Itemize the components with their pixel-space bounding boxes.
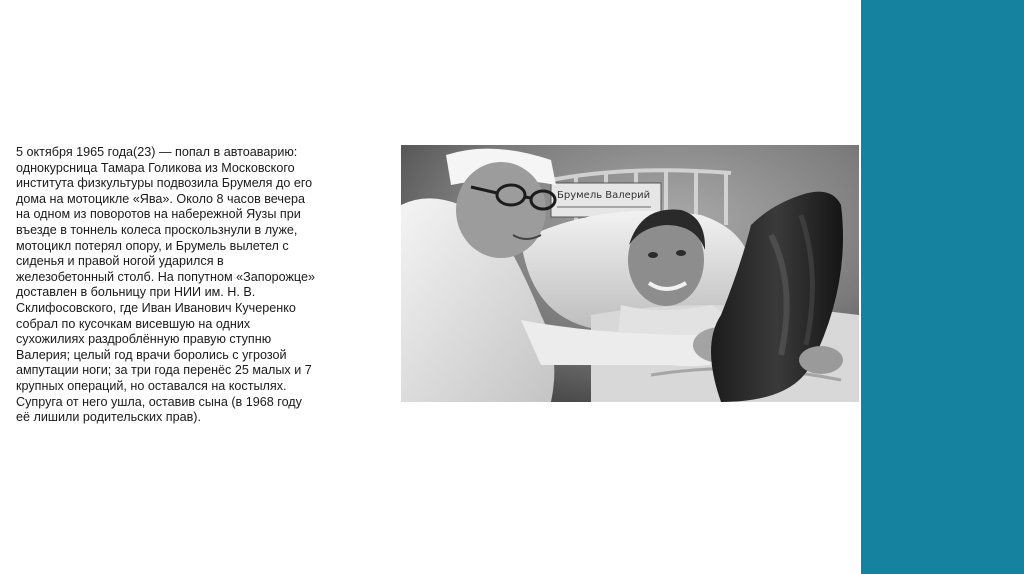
side-accent-band (861, 0, 1024, 574)
hospital-photo (401, 145, 859, 402)
doctor-face (456, 162, 546, 258)
bed-name-tag-text: Брумель Валерий (557, 190, 651, 201)
slide-body-text: 5 октября 1965 года(23) — попал в автоаварию: однокурсница Тамара Голикова из Московского института физкультуры подвозила Брумеля до его дома на мотоцикле «Ява». Около 8 часов вечера на одном из поворотов на набережной Яузы при въезде в тоннель колеса проскользнули в луже, мотоцикл потерял опору, и Брумель вылетел с сиденья и правой ногой ударился в железобетонный столб. На попутном «Запорожце» доставлен в больницу при НИИ им. Н. В. Склифосовского, где Иван Иванович Кучеренко собрал по кусочкам висевшую на одних сухожилиях раздроблённую правую ступню Валерия; целый год врачи боролись с угрозой ампутации ноги; за три года перенёс 25 малых и 7 крупных операций, но оставался на костылях. Супруга от него ушла, оставив сына (в 1968 году её лишили родительских прав). (16, 145, 315, 425)
